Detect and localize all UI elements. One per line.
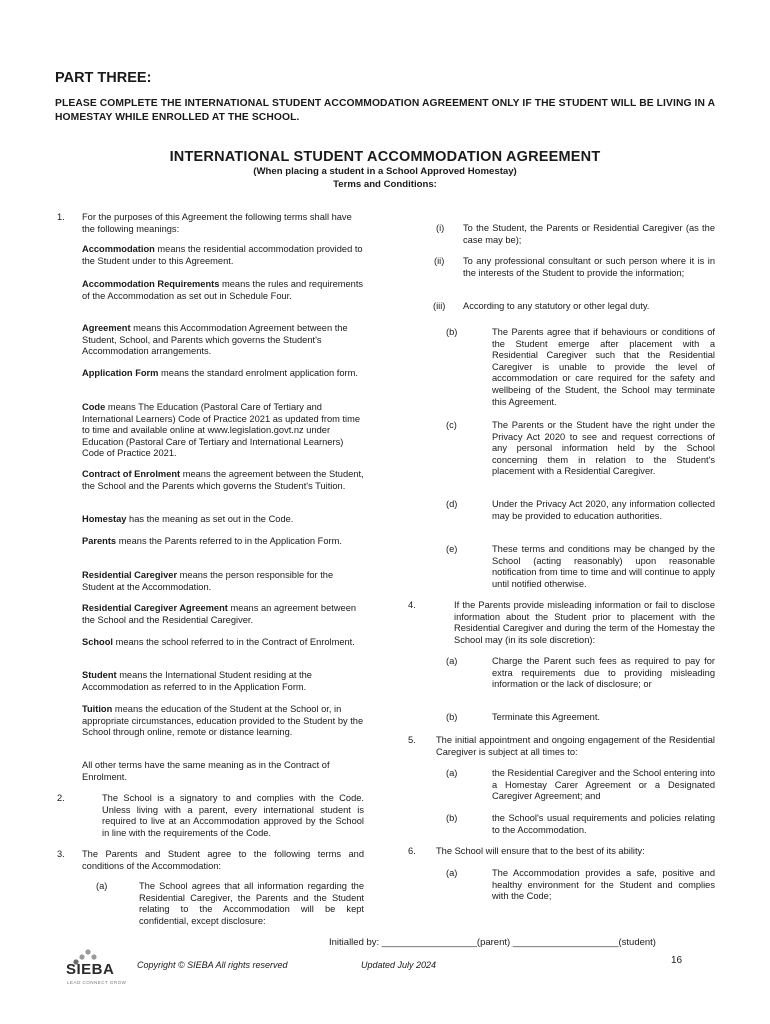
subclause-label: (a) [446, 868, 458, 878]
subclause-text: the Residential Caregiver and the School entering into a Homestay Carer Agreement or a Designated Caregiver Agreement; and [492, 768, 715, 802]
document-subtitle: (When placing a student in a School Approved Homestay) [253, 166, 517, 177]
definition-term: Code [82, 402, 106, 412]
subclause-text: The Parents or the Student have the right under the Privacy Act 2020 to see and request corrections of any personal information held by the School concerning them in relation to the Student's placement with a Residential Caregiver. [492, 420, 715, 477]
clause-text: The initial appointment and ongoing engagement of the Residential Caregiver is subject at all times to: [436, 735, 715, 757]
subclause-label: (e) [446, 544, 458, 554]
definition-term: Homestay [82, 514, 127, 524]
definition-meaning: has the meaning as set out in the Code. [126, 514, 294, 524]
definition-meaning: means the school referred to in the Contract of Enrolment. [113, 637, 355, 647]
definition-item [82, 368, 364, 380]
item-label: (i) [436, 223, 445, 233]
copyright-notice: Copyright © SIEBA All rights reserved [137, 960, 288, 970]
initialled-line: Initialled by: __________________(parent) ____________________(student) [329, 937, 656, 948]
logo-tagline: LEAD CONNECT GROW [67, 980, 127, 985]
definition-term: Student [82, 670, 117, 680]
definition-meaning: means this Accommodation Agreement between the Student, School, and Parents which governs the Student's Accommodation arrangements. [82, 323, 348, 357]
definition-term: Parents [82, 536, 117, 546]
terms-heading: Terms and Conditions: [333, 179, 437, 190]
subclause-label: (b) [446, 813, 458, 823]
definition-item [82, 244, 364, 267]
updated-date: Updated July 2024 [361, 960, 437, 970]
clause-text: For the purposes of this Agreement the following terms shall have the following meanings: [82, 212, 352, 234]
subclause-text: The Accommodation provides a safe, positive and healthy environment for the Student and complies with the Code; [492, 868, 715, 902]
subclause-label: (a) [446, 656, 458, 666]
definition-term: Agreement [82, 323, 131, 333]
subclause-text: The School agrees that all information regarding the Residential Caregiver, the Parents and the Student relating to the Accommodation will be kept confidential, except disclosure: [139, 881, 364, 926]
item-text: According to any statutory or other legal duty. [463, 301, 650, 311]
definition-item [82, 536, 364, 548]
definition-meaning: means the International Student residing at the Accommodation as referred to in the Application Form. [82, 670, 312, 692]
item-text: To the Student, the Parents or Residential Caregiver (as the case may be); [463, 223, 715, 245]
definition-term: Accommodation [82, 244, 155, 254]
definition-meaning: means the education of the Student at the School or, in appropriate circumstances, education provided to the Student by the School through online, remote or distance learning. [82, 704, 364, 738]
definition-item [82, 402, 364, 460]
definition-term: Residential Caregiver [82, 570, 178, 580]
definition-meaning: means the rules and requirements of the Accommodation as set out in Schedule Four. [82, 279, 364, 301]
subclause-text: the School's usual requirements and policies relating to the Accommodation. [492, 813, 715, 835]
subclause-label: (a) [446, 768, 458, 778]
clause-number: 6. [408, 846, 416, 856]
clause-number: 2. [57, 793, 65, 803]
definition-meaning: means the standard enrolment application form. [158, 368, 358, 378]
definition-meaning: means the residential accommodation provided to the Student under to this Agreement. [82, 244, 363, 266]
item-text: To any professional consultant or such person where it is in the interests of the Student to provide the information; [463, 256, 715, 278]
definition-item [82, 514, 364, 526]
clause-text: The School is a signatory to and complies with the Code. Unless living with a parent, every international student is required to live at an Accommodation approved by the School in line with the requirements of the Code. [102, 793, 364, 838]
subclause-label: (c) [446, 420, 457, 430]
subclause-label: (d) [446, 499, 458, 509]
definition-meaning: means The Education (Pastoral Care of Tertiary and International Learners) Code of Practice 2021 as updated from time to time and available online at www.legislation.govt.nz under Education (Pastoral Care of Tertiary and International Learners) Code of Practice 2021. [82, 402, 361, 459]
subclause-text: Terminate this Agreement. [492, 712, 600, 722]
definition-item [82, 603, 364, 626]
item-label: (iii) [433, 301, 446, 311]
definition-meaning: means the Parents referred to in the Application Form. [116, 536, 342, 546]
definition-term: Application Form [82, 368, 159, 378]
subclause-text: These terms and conditions may be changed by the School (acting reasonably) upon reasonable notification from time to time and will continue to apply until notified otherwise. [492, 544, 715, 589]
definition-item [82, 570, 364, 593]
subclause-text: The Parents agree that if behaviours or conditions of the Student emerge after placement with a Residential Caregiver such that the Residential Caregiver is unable to provide the level of accommodation or care required for the safety and wellbeing of the Student, the School may terminate this Agreement. [492, 327, 715, 407]
clause-text: If the Parents provide misleading information or fail to disclose information about the Student prior to placement with the Residential Caregiver and during the term of the Homestay the School may (in its sole discretion): [454, 600, 715, 645]
definition-meaning: means the person responsible for the Student at the Accommodation. [82, 570, 334, 592]
subclause-text: Charge the Parent such fees as required to pay for extra requirements due to providing misleading information or the lack of disclosure; or [492, 656, 715, 690]
definition-item [82, 637, 364, 649]
clause-text: The School will ensure that to the best of its ability: [436, 846, 645, 856]
definition-meaning: means an agreement between the School and the Residential Caregiver. [82, 603, 357, 625]
definition-term: Contract of Enrolment [82, 469, 181, 479]
page-number: 16 [671, 955, 683, 966]
subclause-label: (b) [446, 712, 458, 722]
definition-item [82, 323, 364, 358]
logo-wordmark: SIEBA [66, 961, 115, 978]
subclause-label: (b) [446, 327, 458, 337]
clause-number: 5. [408, 735, 416, 745]
sieba-logo [63, 948, 133, 1018]
definition-term: Tuition [82, 704, 113, 714]
clause-number: 4. [408, 600, 416, 610]
definition-item [82, 469, 364, 492]
clause-text: The Parents and Student agree to the following terms and conditions of the Accommodation: [82, 849, 364, 871]
subclause-text: Under the Privacy Act 2020, any information collected may be provided to education authorities. [492, 499, 715, 521]
part-heading: PART THREE: [55, 70, 152, 86]
instruction-text: PLEASE COMPLETE THE INTERNATIONAL STUDENT ACCOMMODATION AGREEMENT ONLY IF THE STUDENT WILL BE LIVING IN A HOMESTAY WHILE ENROLLED AT THE SCHOOL. [55, 98, 715, 123]
other-terms-text: All other terms have the same meaning as in the Contract of Enrolment. [82, 760, 330, 782]
definition-term: Accommodation Requirements [82, 279, 220, 289]
clause-number: 1. [57, 212, 65, 222]
definition-meaning: means the agreement between the Student, the School and the Parents which governs the Student's Tuition. [82, 469, 364, 491]
subclause-label: (a) [96, 881, 108, 891]
item-label: (ii) [434, 256, 445, 266]
definition-term: School [82, 637, 113, 647]
definition-term: Residential Caregiver Agreement [82, 603, 228, 613]
document-title: INTERNATIONAL STUDENT ACCOMMODATION AGREEMENT [169, 149, 601, 165]
definition-item [82, 704, 364, 739]
definition-item [82, 670, 364, 693]
clause-number: 3. [57, 849, 65, 859]
definition-item [82, 279, 364, 302]
